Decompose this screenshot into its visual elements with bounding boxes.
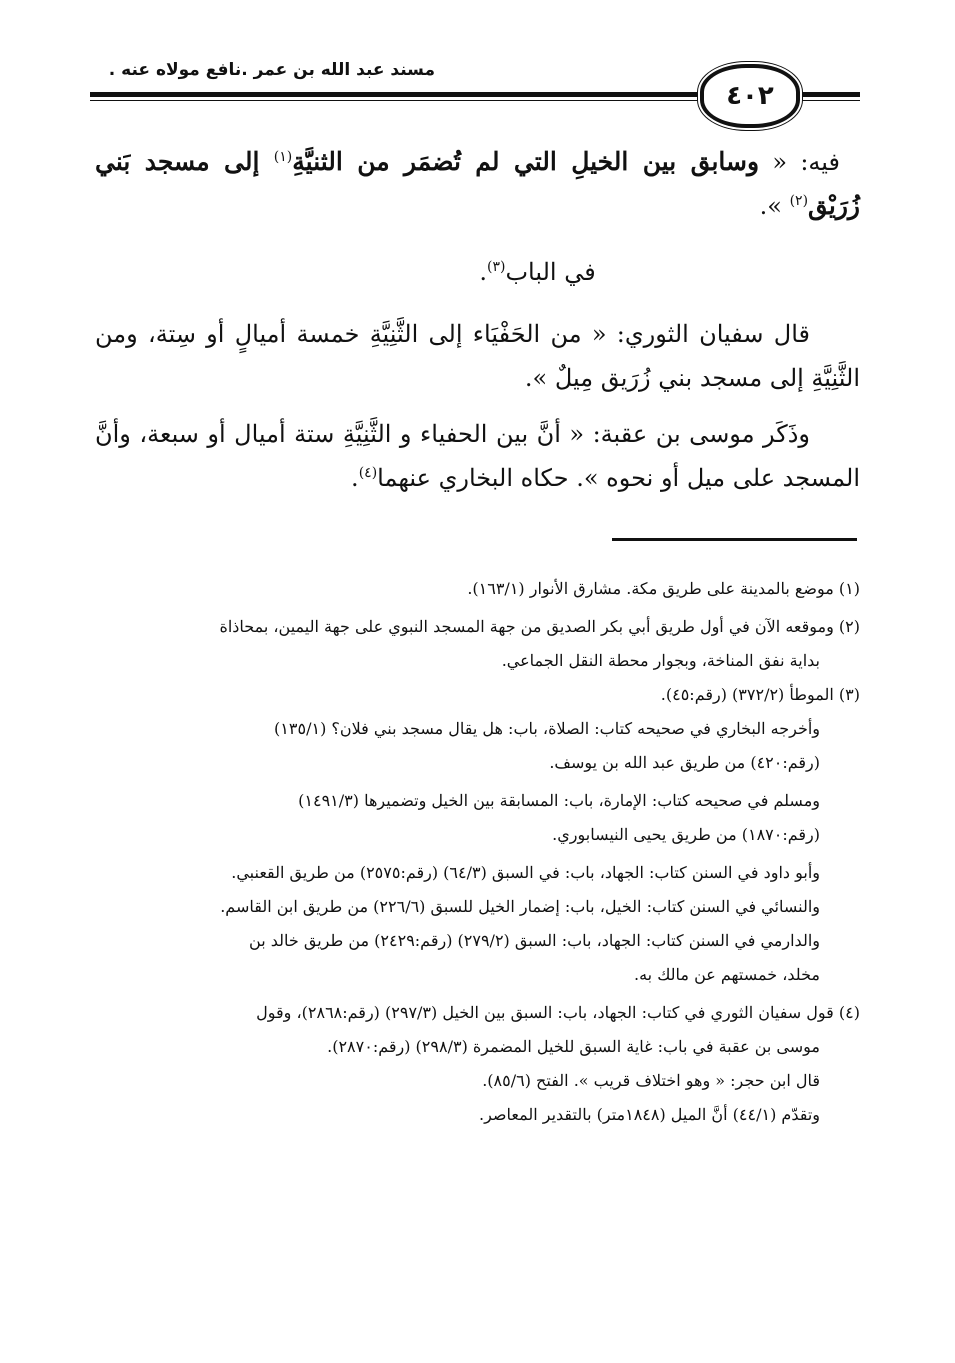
chapter-note-suffix: . xyxy=(479,258,487,286)
footnote-3-darimi-line-2: مخلد، خمستهم عن مالك به. xyxy=(633,965,820,984)
footnote-3-abudawud: وأبو داود في السنن كتاب: الجهاد، باب: في السبق (٦٤/٣) (رقم:٢٥٧٥) من طريق القعنبي. xyxy=(231,863,820,882)
thawri-paragraph: قال سفيان الثوري: « من الحَفْيَاء إلى الثَّنِيَّةِ خمسة أميالٍ أو سِتة، ومن الثَّنِيَّةِ إلى مسجد بني زُرَيق مِيلٌ ». xyxy=(95,320,860,392)
hadith-suffix: ». xyxy=(759,192,790,220)
musa-suffix: . xyxy=(351,464,359,492)
main-text xyxy=(95,140,860,500)
hadith-text-b: إلى مسجد بَني زُرَيْق xyxy=(95,147,860,220)
chapter-note-text: في الباب xyxy=(505,258,596,286)
page-number: ٤٠٢ xyxy=(700,64,800,128)
running-title: مسند عبد الله بن عمر .نافع مولاه عنه . xyxy=(108,60,435,80)
footnote-2-line-1: (٢) وموقعه الآن في أول طريق أبي بكر الصديق من جهة المسجد النبوي على جهة اليمين، بمحاذاة xyxy=(219,617,860,636)
footnote-4-mile: وتقدّم (٤٤/١) أنَّ الميل (١٨٤٨متر) بالتقدير المعاصر. xyxy=(478,1105,820,1124)
chapter-note-paragraph xyxy=(95,250,860,294)
footnotes xyxy=(100,572,860,1132)
footnote-3-darimi-line-1: والدارمي في السنن كتاب: الجهاد، باب: السبق (٢٧٩/٢) (رقم:٢٤٢٩) من طريق خالد بن xyxy=(249,931,820,950)
hadith-text-a: وسابق بين الخيلِ التي لم تُضمَر من الثنيَّةِ xyxy=(292,147,760,176)
footnote-ref-1: (١) xyxy=(273,149,293,165)
footnote-3: (٣) الموطأ (٣٧٢/٢) (رقم:٤٥). xyxy=(660,685,860,704)
footnote-4-hajar: قال ابن حجر: « وهو اختلاف قريب ». الفتح (٨٥/٦). xyxy=(482,1071,820,1090)
hadith-prefix: فيه: « xyxy=(759,148,841,176)
musa-text: وذَكَر موسى بن عقبة: « أنَّ بين الحفياء و الثَّنِيَّةِ ستة أميال أو سبعة، وأنَّ المسجد على ميل أو نحوه ». حكاه البخاري عنهما xyxy=(95,420,860,492)
footnote-ref-2: (٢) xyxy=(789,193,809,209)
musa-paragraph xyxy=(95,412,860,500)
footnote-1: (١) موضع بالمدينة على طريق مكة. مشارق الأنوار (١٦٣/١). xyxy=(467,579,860,598)
footnote-ref-3: (٣) xyxy=(486,259,506,275)
footnote-4-line-1: (٤) قول سفيان الثوري في كتاب: الجهاد، باب: السبق بين الخيل (٢٩٧/٣) (رقم:٢٨٦٨)، وقول xyxy=(256,1003,860,1022)
footnote-ref-4: (٤) xyxy=(358,465,378,481)
footnote-3-bukhari-line-2: (رقم:٤٢٠) من طريق عبد الله بن يوسف. xyxy=(549,753,820,772)
footnote-3-nasai: والنسائي في السنن كتاب: الخيل، باب: إضمار الخيل للسبق (٢٢٦/٦) من طريق ابن القاسم. xyxy=(220,897,820,916)
footnote-2-line-2: بداية نفق المناخة، وبجوار محطة النقل الجماعي. xyxy=(501,651,820,670)
footnote-4-line-2: موسى بن عقبة في باب: غاية السبق للخيل المضمرة (٢٩٨/٣) (رقم:٢٨٧٠). xyxy=(327,1037,820,1056)
page-header xyxy=(90,52,860,142)
footnote-3-bukhari-line-1: وأخرجه البخاري في صحيحه كتاب: الصلاة، باب: هل يقال مسجد بني فلان؟ (١٣٥/١) xyxy=(274,719,820,738)
footnote-divider xyxy=(612,538,857,541)
footnote-3-muslim-line-1: ومسلم في صحيحه كتاب: الإمارة، باب: المسابقة بين الخيل وتضميرها (١٤٩١/٣) xyxy=(298,791,820,810)
hadith-paragraph xyxy=(95,140,860,228)
footnote-3-muslim-line-2: (رقم:١٨٧٠) من طريق يحيى النيسابوري. xyxy=(552,825,820,844)
